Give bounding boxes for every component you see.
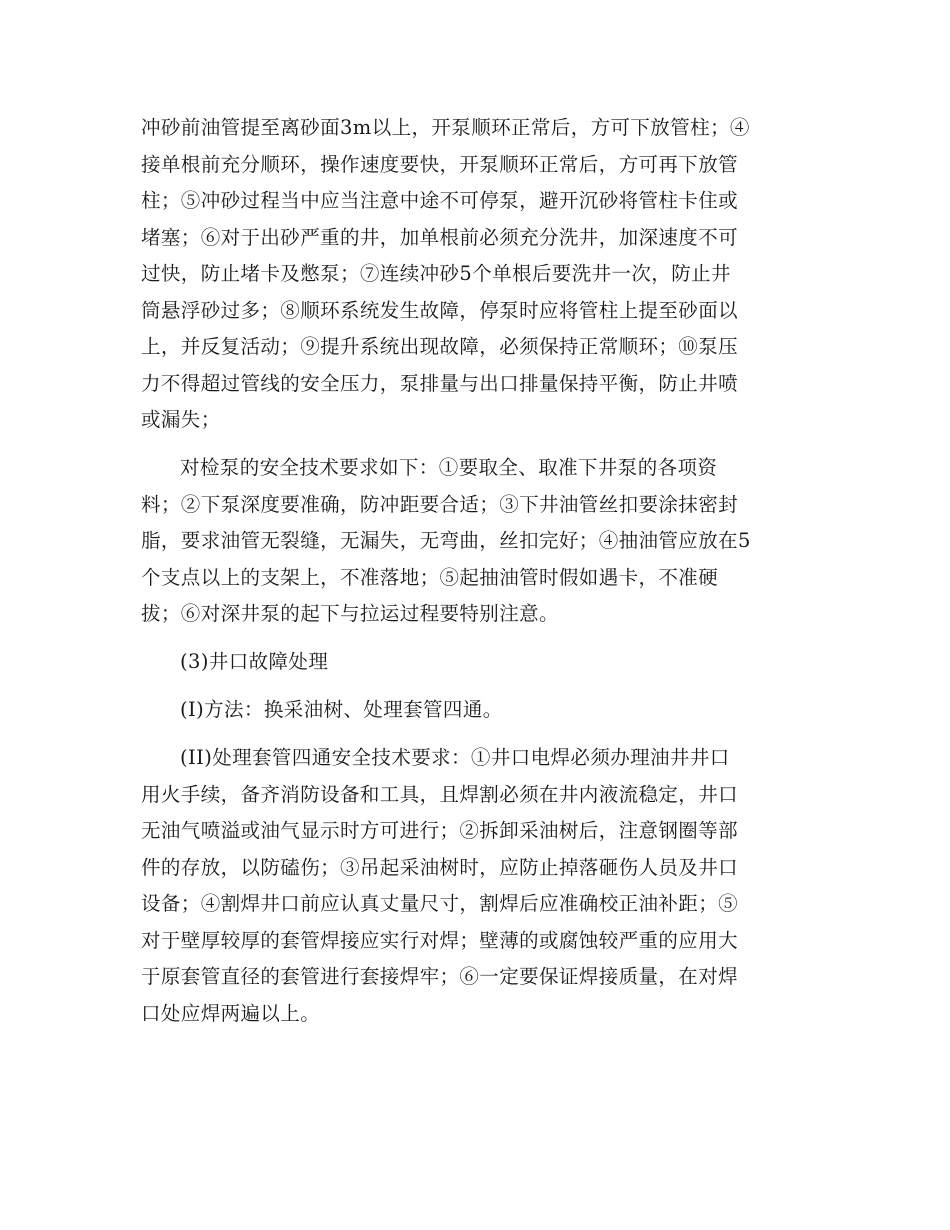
document-body — [141, 110, 809, 1044]
text-line: 冲砂前油管提至离砂面3m以上，开泵顺环正常后，方可下放管柱；④ — [141, 116, 750, 139]
paragraph-method — [141, 692, 809, 729]
text-line: (3)井口故障处理 — [180, 650, 329, 673]
text-line: 个支点以上的支架上，不准落地；⑤起抽油管时假如遇卡，不准硬 — [141, 565, 719, 589]
paragraph-sand-flushing — [141, 110, 809, 439]
text-line: 对于壁厚较厚的套管焊接应实行对焊；壁薄的或腐蚀较严重的应用大 — [141, 928, 739, 952]
paragraph-pump-inspection — [141, 450, 809, 633]
section-heading-wellhead-fault — [141, 644, 809, 681]
text-line: 用火手续，备齐消防设备和工具，且焊割必须在井内液流稳定，井口 — [141, 782, 739, 806]
text-line: 拔；⑥对深井泵的起下与拉运过程要特别注意。 — [141, 602, 559, 625]
text-line: 料；②下泵深度要准确，防冲距要合适；③下井油管丝扣要涂抹密封 — [141, 492, 739, 516]
text-line: 或漏失； — [141, 408, 221, 431]
text-line: 接单根前充分顺环，操作速度要快，开泵顺环正常后，方可再下放管 — [141, 152, 739, 176]
text-line: 件的存放，以防磕伤；③吊起采油树时，应防止掉落砸伤人员及井口 — [141, 855, 739, 879]
text-line: 上，并反复活动；⑨提升系统出现故障，必须保持正常顺环；⑩泵压 — [141, 335, 739, 358]
text-line: 柱；⑤冲砂过程当中应当注意中途不可停泵，避开沉砂将管柱卡住或 — [141, 189, 739, 212]
text-line: (II)处理套管四通安全技术要求：①井口电焊必须办理油井井口 — [180, 746, 730, 769]
text-line: 设备；④割焊井口前应认真丈量尺寸，割焊后应准确校正油补距；⑤ — [141, 892, 739, 915]
text-line: (I)方法：换采油树、处理套管四通。 — [180, 698, 503, 721]
text-line: 筒悬浮砂过多；⑧顺环系统发生故障，停泵时应将管柱上提至砂面以 — [141, 298, 739, 322]
text-line: 堵塞；⑥对于出砂严重的井，加单根前必须充分洗井，加深速度不可 — [141, 225, 739, 249]
paragraph-casing-cross-requirements — [141, 740, 809, 1032]
text-line: 对检泵的安全技术要求如下：①要取全、取准下井泵的各项资 — [180, 456, 718, 479]
text-line: 力不得超过管线的安全压力，泵排量与出口排量保持平衡，防止井喷 — [141, 371, 739, 395]
text-line: 脂，要求油管无裂缝，无漏失，无弯曲，丝扣完好；④抽油管应放在5 — [141, 529, 751, 552]
text-line: 口处应焊两遍以上。 — [141, 1001, 321, 1025]
text-line: 于原套管直径的套管进行套接焊牢；⑥一定要保证焊接质量，在对焊 — [141, 965, 739, 988]
text-line: 过快，防止堵卡及憋泵；⑦连续冲砂5个单根后要洗井一次，防止井 — [141, 262, 731, 285]
text-line: 无油气喷溢或油气显示时方可进行；②拆卸采油树后，注意钢圈等部 — [141, 819, 739, 842]
